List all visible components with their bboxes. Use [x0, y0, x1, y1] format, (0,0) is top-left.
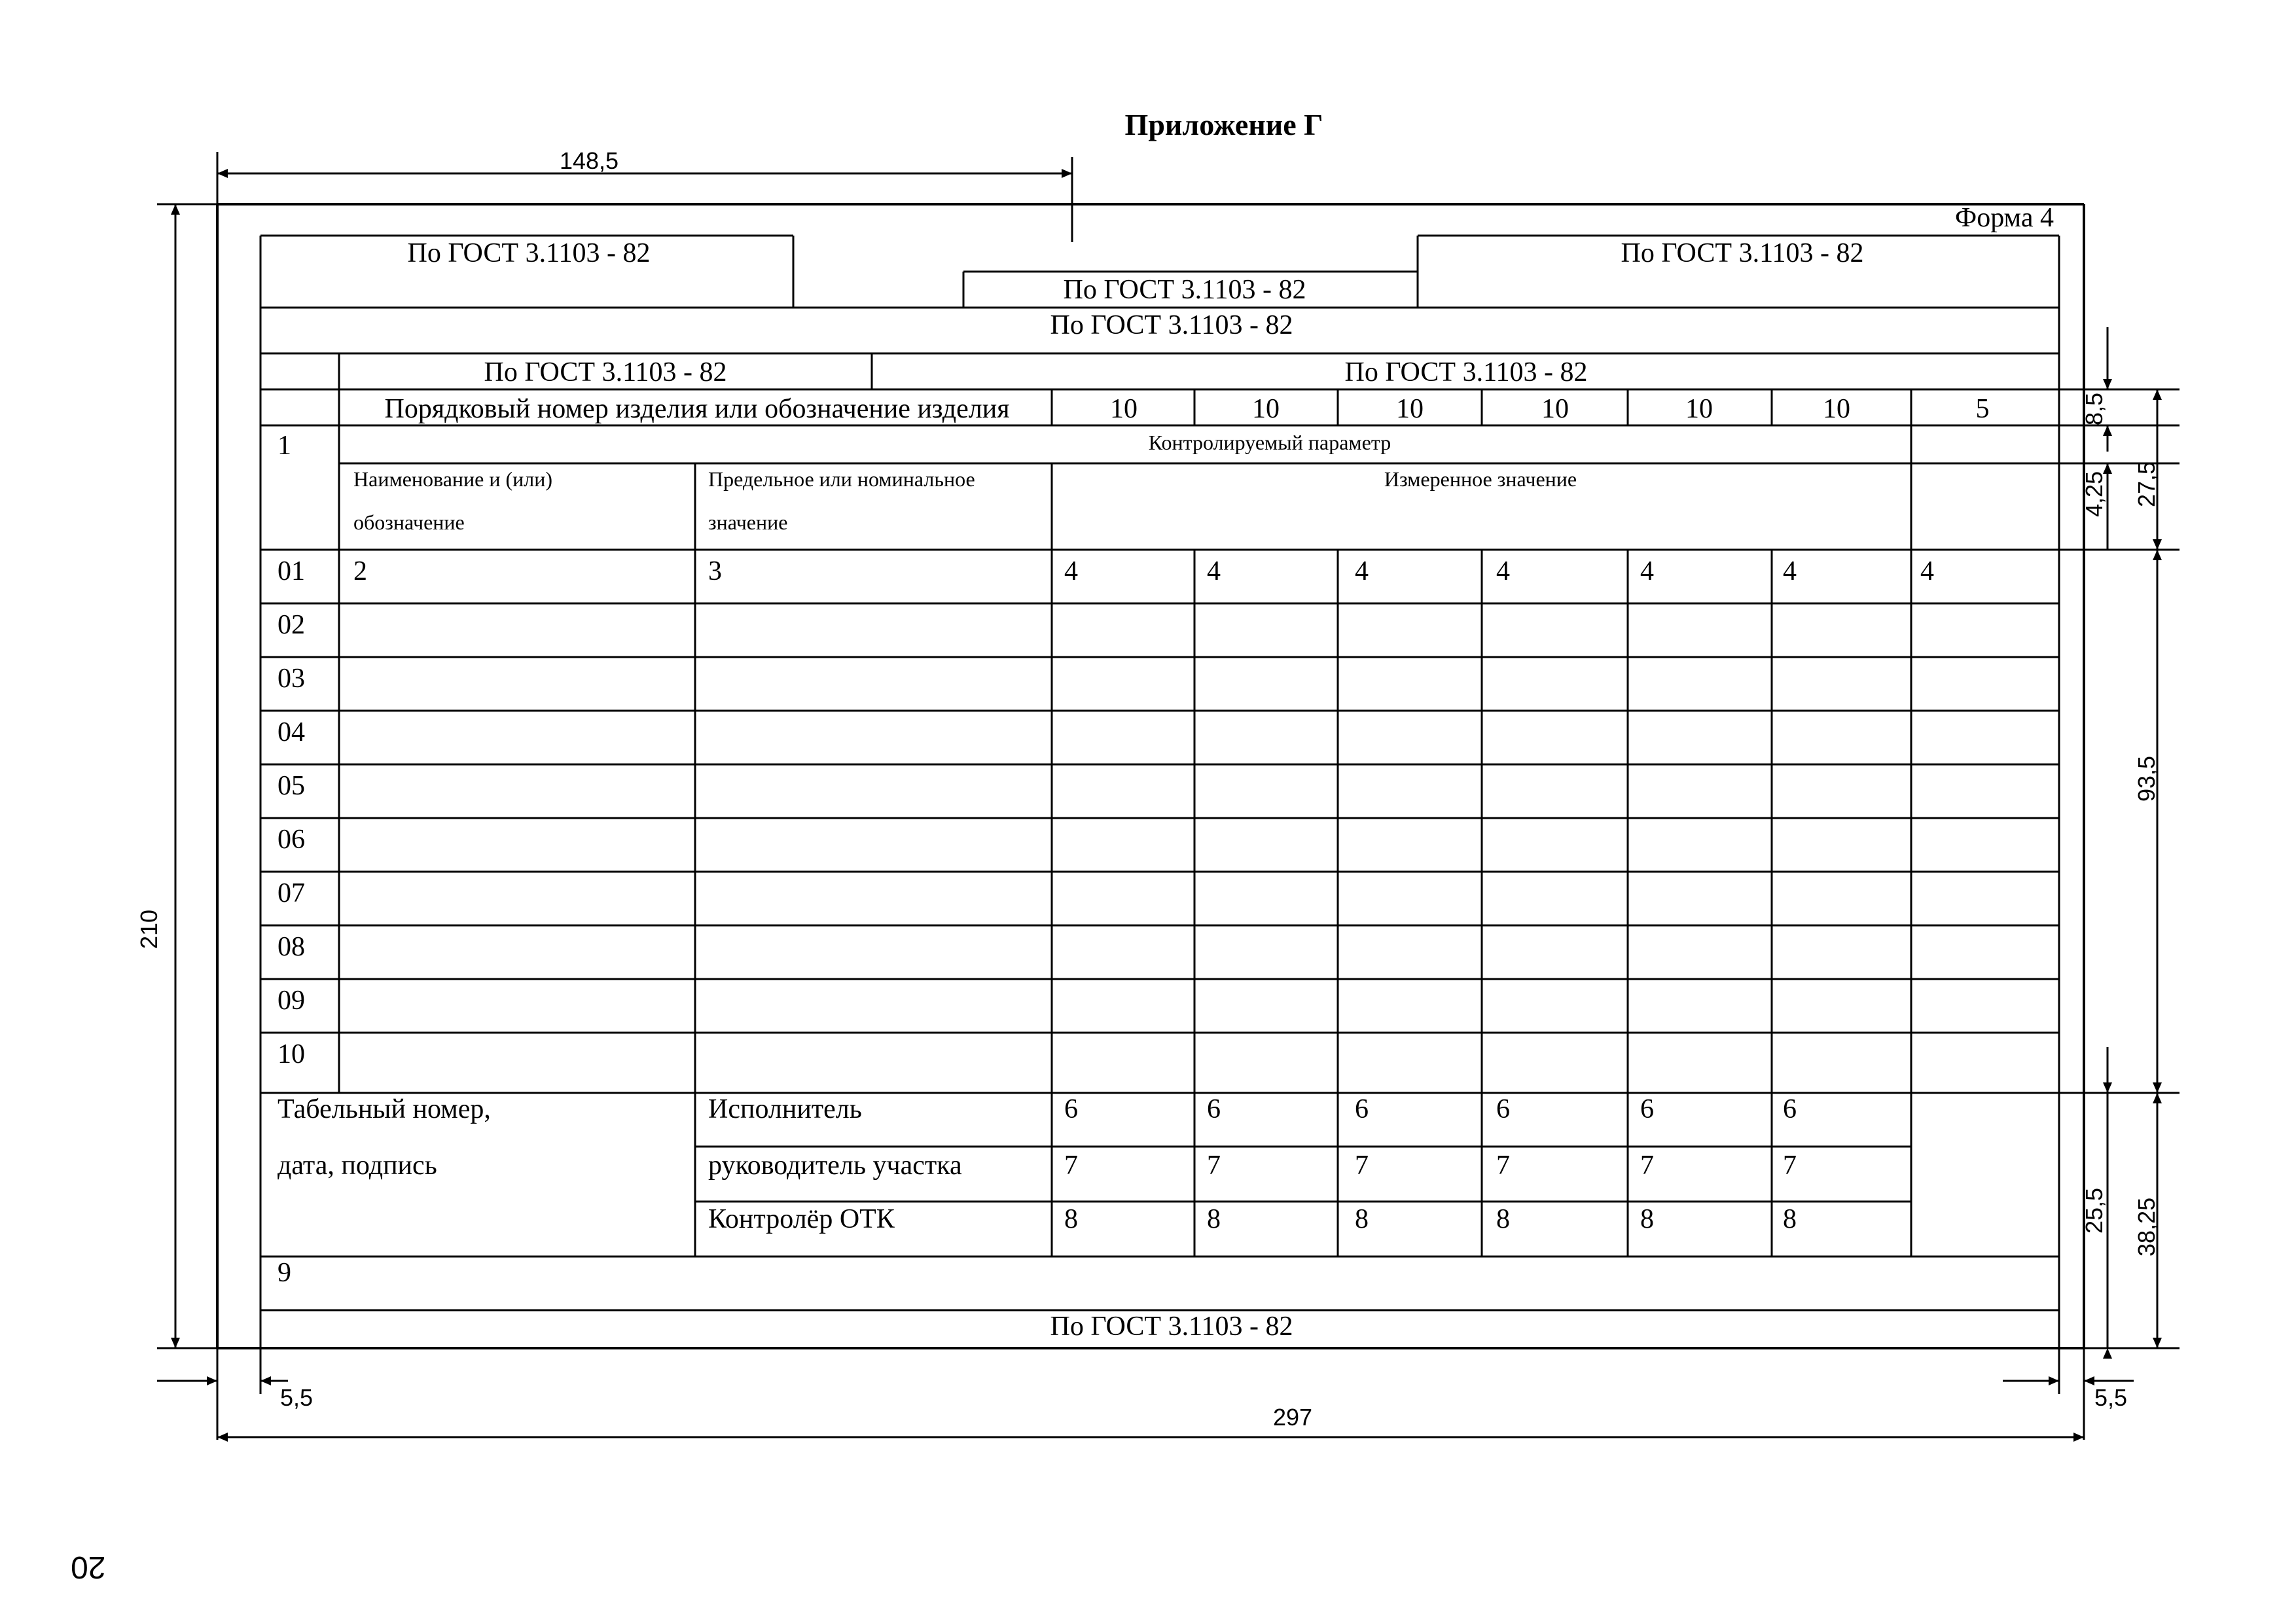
dimension-arrow: [217, 1433, 228, 1442]
gost-ref-top-left: По ГОСТ 3.1103 - 82: [407, 238, 651, 268]
row-number-05: 05: [278, 771, 305, 801]
limit-label-line2: значение: [708, 510, 788, 534]
dimension-arrow: [207, 1376, 217, 1385]
dimension-arrow: [2153, 550, 2162, 560]
item-number-row-label: Порядковый номер изделия или обозначение изделия: [384, 394, 1010, 424]
qc-inspector-value-3: 8: [1355, 1204, 1369, 1234]
name-label-line2: обозначение: [353, 510, 465, 534]
dimension-arrow: [2103, 1348, 2112, 1359]
dimension-arrow: [171, 204, 180, 215]
signature-label-line1: Табельный номер,: [278, 1094, 491, 1124]
dimension-right-margin: 5,5: [2094, 1384, 2128, 1411]
row-number-03: 03: [278, 664, 305, 694]
signature-label-line2: дата, подпись: [278, 1150, 437, 1181]
dimension-arrow: [2084, 1376, 2094, 1385]
item-width-6: 10: [1823, 394, 1850, 424]
dimension-arrow: [2153, 1082, 2162, 1093]
row-number-07: 07: [278, 878, 305, 908]
item-width-5: 10: [1685, 394, 1713, 424]
section-head-value-1: 7: [1064, 1150, 1078, 1181]
dimension-height: 210: [135, 909, 162, 949]
section-head-value-2: 7: [1207, 1150, 1221, 1181]
role-qc-inspector: Контролёр ОТК: [708, 1204, 895, 1234]
dimension-body-rows: 93,5: [2133, 755, 2160, 802]
executor-value-3: 6: [1355, 1094, 1369, 1124]
form-label: Форма 4: [1955, 203, 2054, 233]
dimension-arrow: [2153, 389, 2162, 400]
section-number: 1: [278, 431, 291, 461]
row-number-09: 09: [278, 986, 305, 1016]
column-number-name: 2: [353, 556, 367, 586]
dimension-header-row: 8,5: [2081, 392, 2108, 425]
column-number-value-1: 4: [1064, 556, 1078, 586]
section-head-value-3: 7: [1355, 1150, 1369, 1181]
item-width-3: 10: [1396, 394, 1424, 424]
column-number-value-6: 4: [1783, 556, 1797, 586]
note-number: 9: [278, 1258, 291, 1288]
dimension-param-row: 4,25: [2081, 471, 2108, 517]
item-width-4: 10: [1541, 394, 1569, 424]
page-number: 20: [71, 1550, 106, 1584]
dimension-left-margin: 5,5: [280, 1384, 314, 1411]
dimension-sign-block: 25,5: [2081, 1187, 2108, 1234]
column-number-value-7: 4: [1920, 556, 1934, 586]
dimension-arrow: [1062, 169, 1072, 178]
item-width-1: 10: [1110, 394, 1138, 424]
row-number-10: 10: [278, 1039, 305, 1069]
gost-ref-top-right: По ГОСТ 3.1103 - 82: [1621, 238, 1864, 268]
executor-value-1: 6: [1064, 1094, 1078, 1124]
executor-value-6: 6: [1783, 1094, 1797, 1124]
dimension-arrow: [2103, 379, 2112, 389]
qc-inspector-value-1: 8: [1064, 1204, 1078, 1234]
column-number-value-5: 4: [1640, 556, 1654, 586]
dimension-half-width: 148,5: [559, 147, 619, 174]
row-number-01: 01: [278, 556, 305, 586]
dimension-arrow: [2103, 1082, 2112, 1093]
row-number-02: 02: [278, 610, 305, 640]
dimension-arrow: [260, 1376, 271, 1385]
dimension-full-width: 297: [1272, 1404, 1313, 1431]
qc-inspector-value-4: 8: [1496, 1204, 1510, 1234]
dimension-arrow: [2153, 539, 2162, 550]
role-executor: Исполнитель: [708, 1094, 862, 1124]
section-head-value-6: 7: [1783, 1150, 1797, 1181]
gost-ref-full-row: По ГОСТ 3.1103 - 82: [1050, 310, 1293, 340]
column-number-value-2: 4: [1207, 556, 1221, 586]
name-label-line1: Наименование и (или): [353, 467, 553, 491]
column-number-value-4: 4: [1496, 556, 1510, 586]
dimension-header-block: 27,5: [2133, 461, 2160, 507]
executor-value-5: 6: [1640, 1094, 1654, 1124]
section-head-value-5: 7: [1640, 1150, 1654, 1181]
dimension-arrow: [217, 169, 228, 178]
qc-inspector-value-5: 8: [1640, 1204, 1654, 1234]
executor-value-2: 6: [1207, 1094, 1221, 1124]
measured-value-label: Измеренное значение: [1384, 467, 1577, 491]
item-width-7: 5: [1975, 394, 1990, 424]
limit-label-line1: Предельное или номинальное: [708, 467, 975, 491]
column-number-limit: 3: [708, 556, 722, 586]
column-number-value-3: 4: [1355, 556, 1369, 586]
role-section-head: руководитель участка: [708, 1150, 962, 1181]
gost-ref-header-left: По ГОСТ 3.1103 - 82: [484, 357, 727, 387]
row-number-08: 08: [278, 932, 305, 962]
gost-ref-top-middle: По ГОСТ 3.1103 - 82: [1063, 275, 1306, 305]
gost-ref-bottom: По ГОСТ 3.1103 - 82: [1050, 1311, 1293, 1342]
item-width-2: 10: [1252, 394, 1280, 424]
page-title: Приложение Г: [1124, 108, 1323, 141]
executor-value-4: 6: [1496, 1094, 1510, 1124]
qc-inspector-value-6: 8: [1783, 1204, 1797, 1234]
dimension-arrow: [2073, 1433, 2084, 1442]
dimension-bottom-block: 38,25: [2133, 1197, 2160, 1257]
dimension-arrow: [2153, 1338, 2162, 1348]
dimension-arrow: [2153, 1093, 2162, 1103]
row-number-04: 04: [278, 717, 305, 747]
qc-inspector-value-2: 8: [1207, 1204, 1221, 1234]
gost-ref-header-right: По ГОСТ 3.1103 - 82: [1344, 357, 1588, 387]
dimension-arrow: [2103, 425, 2112, 436]
row-number-06: 06: [278, 825, 305, 855]
dimension-arrow: [171, 1338, 180, 1348]
controlled-param-label: Контролируемый параметр: [1148, 431, 1391, 454]
dimension-arrow: [2049, 1376, 2059, 1385]
section-head-value-4: 7: [1496, 1150, 1510, 1181]
